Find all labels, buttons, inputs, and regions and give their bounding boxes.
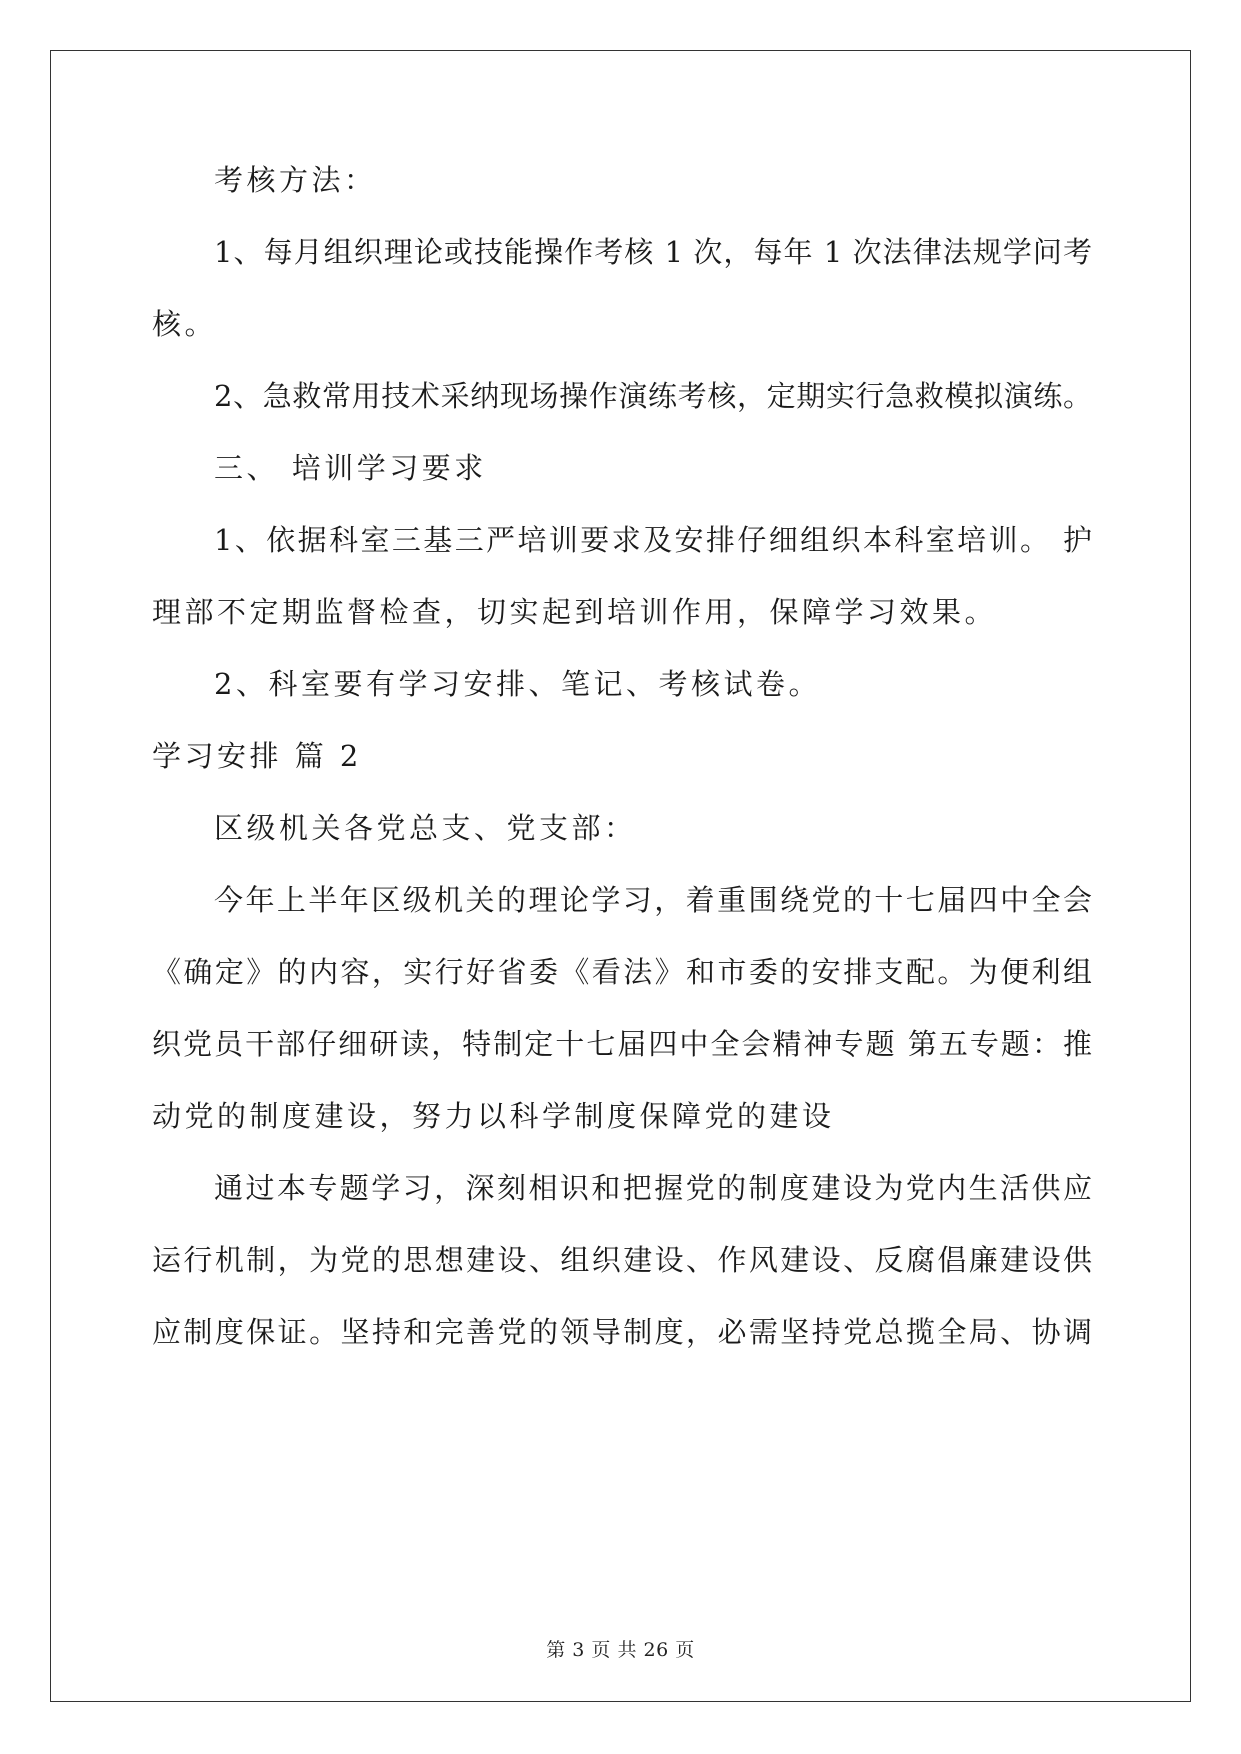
text-line: 理部不定期监督检查，切实起到培训作用，保障学习效果。 (152, 595, 998, 629)
text-line: 2、科室要有学习安排、笔记、考核试卷。 (214, 667, 821, 701)
text-line: 1、依据科室三基三严培训要求及安排仔细组织本科室培训。 护 (214, 523, 1092, 557)
page-border (50, 50, 1191, 1702)
text-line: 通过本专题学习，深刻相识和把握党的制度建设为党内生活供应 (214, 1171, 1092, 1205)
article-heading: 学习安排 篇 2 (152, 739, 362, 773)
page-footer: 第 3 页 共 26 页 (546, 1639, 695, 1661)
section-heading: 三、 培训学习要求 (214, 451, 487, 485)
text-line: 2、急救常用技术采纳现场操作演练考核，定期实行急救模拟演练。 (214, 379, 1092, 413)
text-line: 1、每月组织理论或技能操作考核 1 次，每年 1 次法律法规学问考 (214, 235, 1092, 269)
text-line: 核。 (152, 307, 218, 341)
text-line: 动党的制度建设，努力以科学制度保障党的建设 (152, 1099, 835, 1133)
text-line: 运行机制，为党的思想建设、组织建设、作风建设、反腐倡廉建设供 (152, 1243, 1092, 1277)
text-line: 区级机关各党总支、党支部： (214, 811, 637, 845)
text-line: 《确定》的内容，实行好省委《看法》和市委的安排支配。为便利组 (152, 955, 1092, 989)
text-line: 织党员干部仔细研读，特制定十七届四中全会精神专题 第五专题：推 (152, 1027, 1092, 1061)
text-line: 应制度保证。坚持和完善党的领导制度，必需坚持党总揽全局、协调 (152, 1315, 1092, 1349)
text-line: 考核方法： (214, 163, 377, 197)
text-line: 今年上半年区级机关的理论学习，着重围绕党的十七届四中全会 (214, 883, 1092, 917)
